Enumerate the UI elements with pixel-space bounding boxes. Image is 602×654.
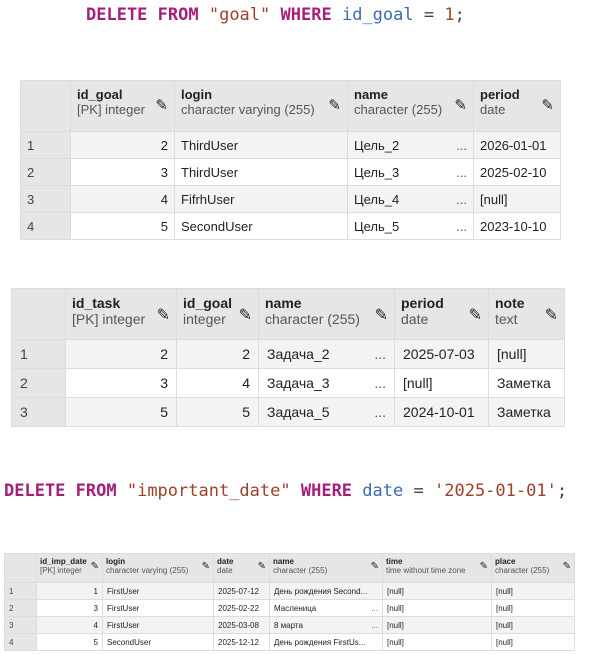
ellipsis-button[interactable]: ...: [374, 346, 386, 362]
sql-value: 1: [444, 5, 455, 25]
pencil-icon[interactable]: ✎: [201, 561, 210, 572]
table-cell[interactable]: [null]: [383, 617, 492, 634]
column-header[interactable]: id_task [PK] integer ✎: [66, 289, 177, 340]
sql-keyword: WHERE: [300, 481, 353, 501]
table-cell[interactable]: 2026-01-01: [474, 132, 561, 159]
ellipsis-button[interactable]: ...: [456, 137, 467, 153]
table-row[interactable]: [21, 213, 561, 240]
table-cell[interactable]: Задача_2 ...: [259, 340, 395, 369]
pencil-icon[interactable]: ✎: [479, 561, 488, 572]
table-cell[interactable]: FirstUser: [103, 617, 214, 634]
sql-operator: =: [423, 5, 435, 25]
result-grid-important-date: [4, 553, 575, 651]
table-cell[interactable]: 2025-02-22: [214, 600, 270, 617]
sql-keyword: DELETE FROM: [86, 5, 199, 25]
table-cell[interactable]: [null]: [395, 369, 489, 398]
table-cell[interactable]: 2024-10-01: [395, 398, 489, 427]
table-row[interactable]: [12, 340, 565, 369]
pencil-icon[interactable]: ✎: [562, 561, 571, 572]
column-header[interactable]: id_goal [PK] integer ✎: [71, 81, 175, 132]
table-cell[interactable]: 3: [37, 600, 103, 617]
row-number[interactable]: 2: [5, 600, 37, 617]
result-grid-goal: [20, 80, 561, 240]
table-cell[interactable]: [null]: [492, 600, 575, 617]
table-cell[interactable]: 2025-03-08: [214, 617, 270, 634]
ellipsis-button[interactable]: ...: [374, 404, 386, 420]
table-row[interactable]: [12, 369, 565, 398]
result-grid-task: [11, 288, 565, 427]
ellipsis-button[interactable]: ...: [456, 218, 467, 234]
table-row[interactable]: [12, 398, 565, 427]
column-header[interactable]: name character (255) ✎: [259, 289, 395, 340]
pencil-icon[interactable]: ✎: [370, 561, 379, 572]
table-cell[interactable]: День рождения Second...: [270, 583, 383, 600]
table-cell[interactable]: SecondUser: [175, 213, 348, 240]
table-row[interactable]: [21, 132, 561, 159]
table-cell[interactable]: 2: [71, 132, 175, 159]
sql-query-2[interactable]: [4, 481, 567, 501]
table-cell[interactable]: Цель_3 ...: [348, 159, 474, 186]
ellipsis-button[interactable]: ...: [456, 191, 467, 207]
table-cell[interactable]: [null]: [492, 634, 575, 651]
table-cell[interactable]: 8 марта ...: [270, 617, 383, 634]
table-cell[interactable]: Цель_4 ...: [348, 186, 474, 213]
sql-column: date: [362, 481, 404, 501]
sql-table-name: "important_date": [126, 481, 291, 501]
sql-keyword: WHERE: [280, 5, 332, 25]
table-cell[interactable]: Задача_3 ...: [259, 369, 395, 398]
row-number[interactable]: 1: [12, 340, 66, 369]
table-cell[interactable]: 5: [37, 634, 103, 651]
grid-corner: [5, 554, 37, 583]
column-header[interactable]: name character (255) ✎: [348, 81, 474, 132]
table-cell[interactable]: [null]: [489, 340, 565, 369]
table-cell[interactable]: 5: [177, 398, 259, 427]
table-cell[interactable]: FirstUser: [103, 583, 214, 600]
pencil-icon[interactable]: ✎: [454, 97, 467, 114]
sql-query-1[interactable]: [86, 5, 465, 25]
column-header[interactable]: name character (255) ✎: [270, 554, 383, 583]
table-cell[interactable]: 1: [37, 583, 103, 600]
row-number[interactable]: 3: [21, 186, 71, 213]
column-header[interactable]: id_imp_date [PK] integer ✎: [37, 554, 103, 583]
pencil-icon[interactable]: ✎: [328, 97, 341, 114]
table-cell[interactable]: ThirdUser: [175, 159, 348, 186]
table-cell[interactable]: 2025-07-12: [214, 583, 270, 600]
table-cell[interactable]: 3: [66, 369, 177, 398]
table-cell[interactable]: 2025-07-03: [395, 340, 489, 369]
table-cell[interactable]: 3: [71, 159, 175, 186]
table-cell[interactable]: Заметка: [489, 398, 565, 427]
pencil-icon[interactable]: ✎: [257, 561, 266, 572]
column-header[interactable]: note text ✎: [489, 289, 565, 340]
table-cell[interactable]: 2025-12-12: [214, 634, 270, 651]
row-number[interactable]: 4: [5, 634, 37, 651]
table-row[interactable]: [5, 600, 575, 617]
table-row[interactable]: [21, 159, 561, 186]
row-number[interactable]: 3: [12, 398, 66, 427]
table-cell[interactable]: 5: [71, 213, 175, 240]
pencil-icon[interactable]: ✎: [90, 561, 99, 572]
table-cell[interactable]: 5: [66, 398, 177, 427]
sql-terminator: ;: [556, 481, 568, 501]
table-cell[interactable]: Цель_2 ...: [348, 132, 474, 159]
table-cell[interactable]: Масленица ...: [270, 600, 383, 617]
table-cell[interactable]: День рождения FirstUs...: [270, 634, 383, 651]
table-cell[interactable]: Заметка: [489, 369, 565, 398]
table-cell[interactable]: FirstUser: [103, 600, 214, 617]
table-row[interactable]: [5, 634, 575, 651]
column-header[interactable]: login character varying (255) ✎: [175, 81, 348, 132]
sql-table-name: "goal": [208, 5, 271, 25]
grid-corner: [12, 289, 66, 340]
grid-corner: [21, 81, 71, 132]
pencil-icon[interactable]: ✎: [468, 307, 482, 324]
ellipsis-button[interactable]: ...: [371, 603, 378, 613]
table-cell[interactable]: ThirdUser: [175, 132, 348, 159]
pencil-icon[interactable]: ✎: [156, 307, 170, 324]
table-cell[interactable]: FifrhUser: [175, 186, 348, 213]
table-cell[interactable]: 2: [66, 340, 177, 369]
table-cell[interactable]: 4: [177, 369, 259, 398]
pencil-icon[interactable]: ✎: [155, 97, 168, 114]
sql-keyword: DELETE FROM: [4, 481, 117, 501]
table-cell[interactable]: 2023-10-10: [474, 213, 561, 240]
table-cell[interactable]: [null]: [383, 583, 492, 600]
table-row[interactable]: [21, 186, 561, 213]
table-cell[interactable]: [null]: [492, 617, 575, 634]
row-number[interactable]: 1: [21, 132, 71, 159]
table-cell[interactable]: [null]: [474, 186, 561, 213]
row-number[interactable]: 2: [21, 159, 71, 186]
row-number[interactable]: 3: [5, 617, 37, 634]
column-header[interactable]: period date ✎: [395, 289, 489, 340]
pencil-icon[interactable]: ✎: [374, 307, 388, 324]
ellipsis-button[interactable]: ...: [371, 620, 378, 630]
sql-value: '2025-01-01': [434, 481, 557, 501]
table-cell[interactable]: [null]: [492, 583, 575, 600]
column-header[interactable]: id_goal integer ✎: [177, 289, 259, 340]
ellipsis-button[interactable]: ...: [374, 375, 386, 391]
sql-column: id_goal: [341, 5, 414, 25]
pencil-icon[interactable]: ✎: [238, 307, 252, 324]
row-number[interactable]: 4: [21, 213, 71, 240]
column-header[interactable]: date date ✎: [214, 554, 270, 583]
table-cell[interactable]: [null]: [383, 600, 492, 617]
table-cell[interactable]: 2025-02-10: [474, 159, 561, 186]
table-cell[interactable]: Задача_5 ...: [259, 398, 395, 427]
pencil-icon[interactable]: ✎: [544, 307, 558, 324]
column-header[interactable]: time time without time zone ✎: [383, 554, 492, 583]
row-number[interactable]: 1: [5, 583, 37, 600]
column-header[interactable]: place character (255) ✎: [492, 554, 575, 583]
row-number[interactable]: 2: [12, 369, 66, 398]
sql-operator: =: [413, 481, 424, 501]
column-header[interactable]: period date ✎: [474, 81, 561, 132]
sql-terminator: ;: [454, 5, 465, 25]
table-cell[interactable]: 2: [177, 340, 259, 369]
table-row[interactable]: [5, 617, 575, 634]
table-row[interactable]: [5, 583, 575, 600]
column-header[interactable]: login character varying (255) ✎: [103, 554, 214, 583]
pencil-icon[interactable]: ✎: [541, 97, 554, 114]
table-cell[interactable]: SecondUser: [103, 634, 214, 651]
table-cell[interactable]: 4: [37, 617, 103, 634]
ellipsis-button[interactable]: ...: [456, 164, 467, 180]
table-cell[interactable]: [null]: [383, 634, 492, 651]
table-cell[interactable]: Цель_5 ...: [348, 213, 474, 240]
table-cell[interactable]: 4: [71, 186, 175, 213]
